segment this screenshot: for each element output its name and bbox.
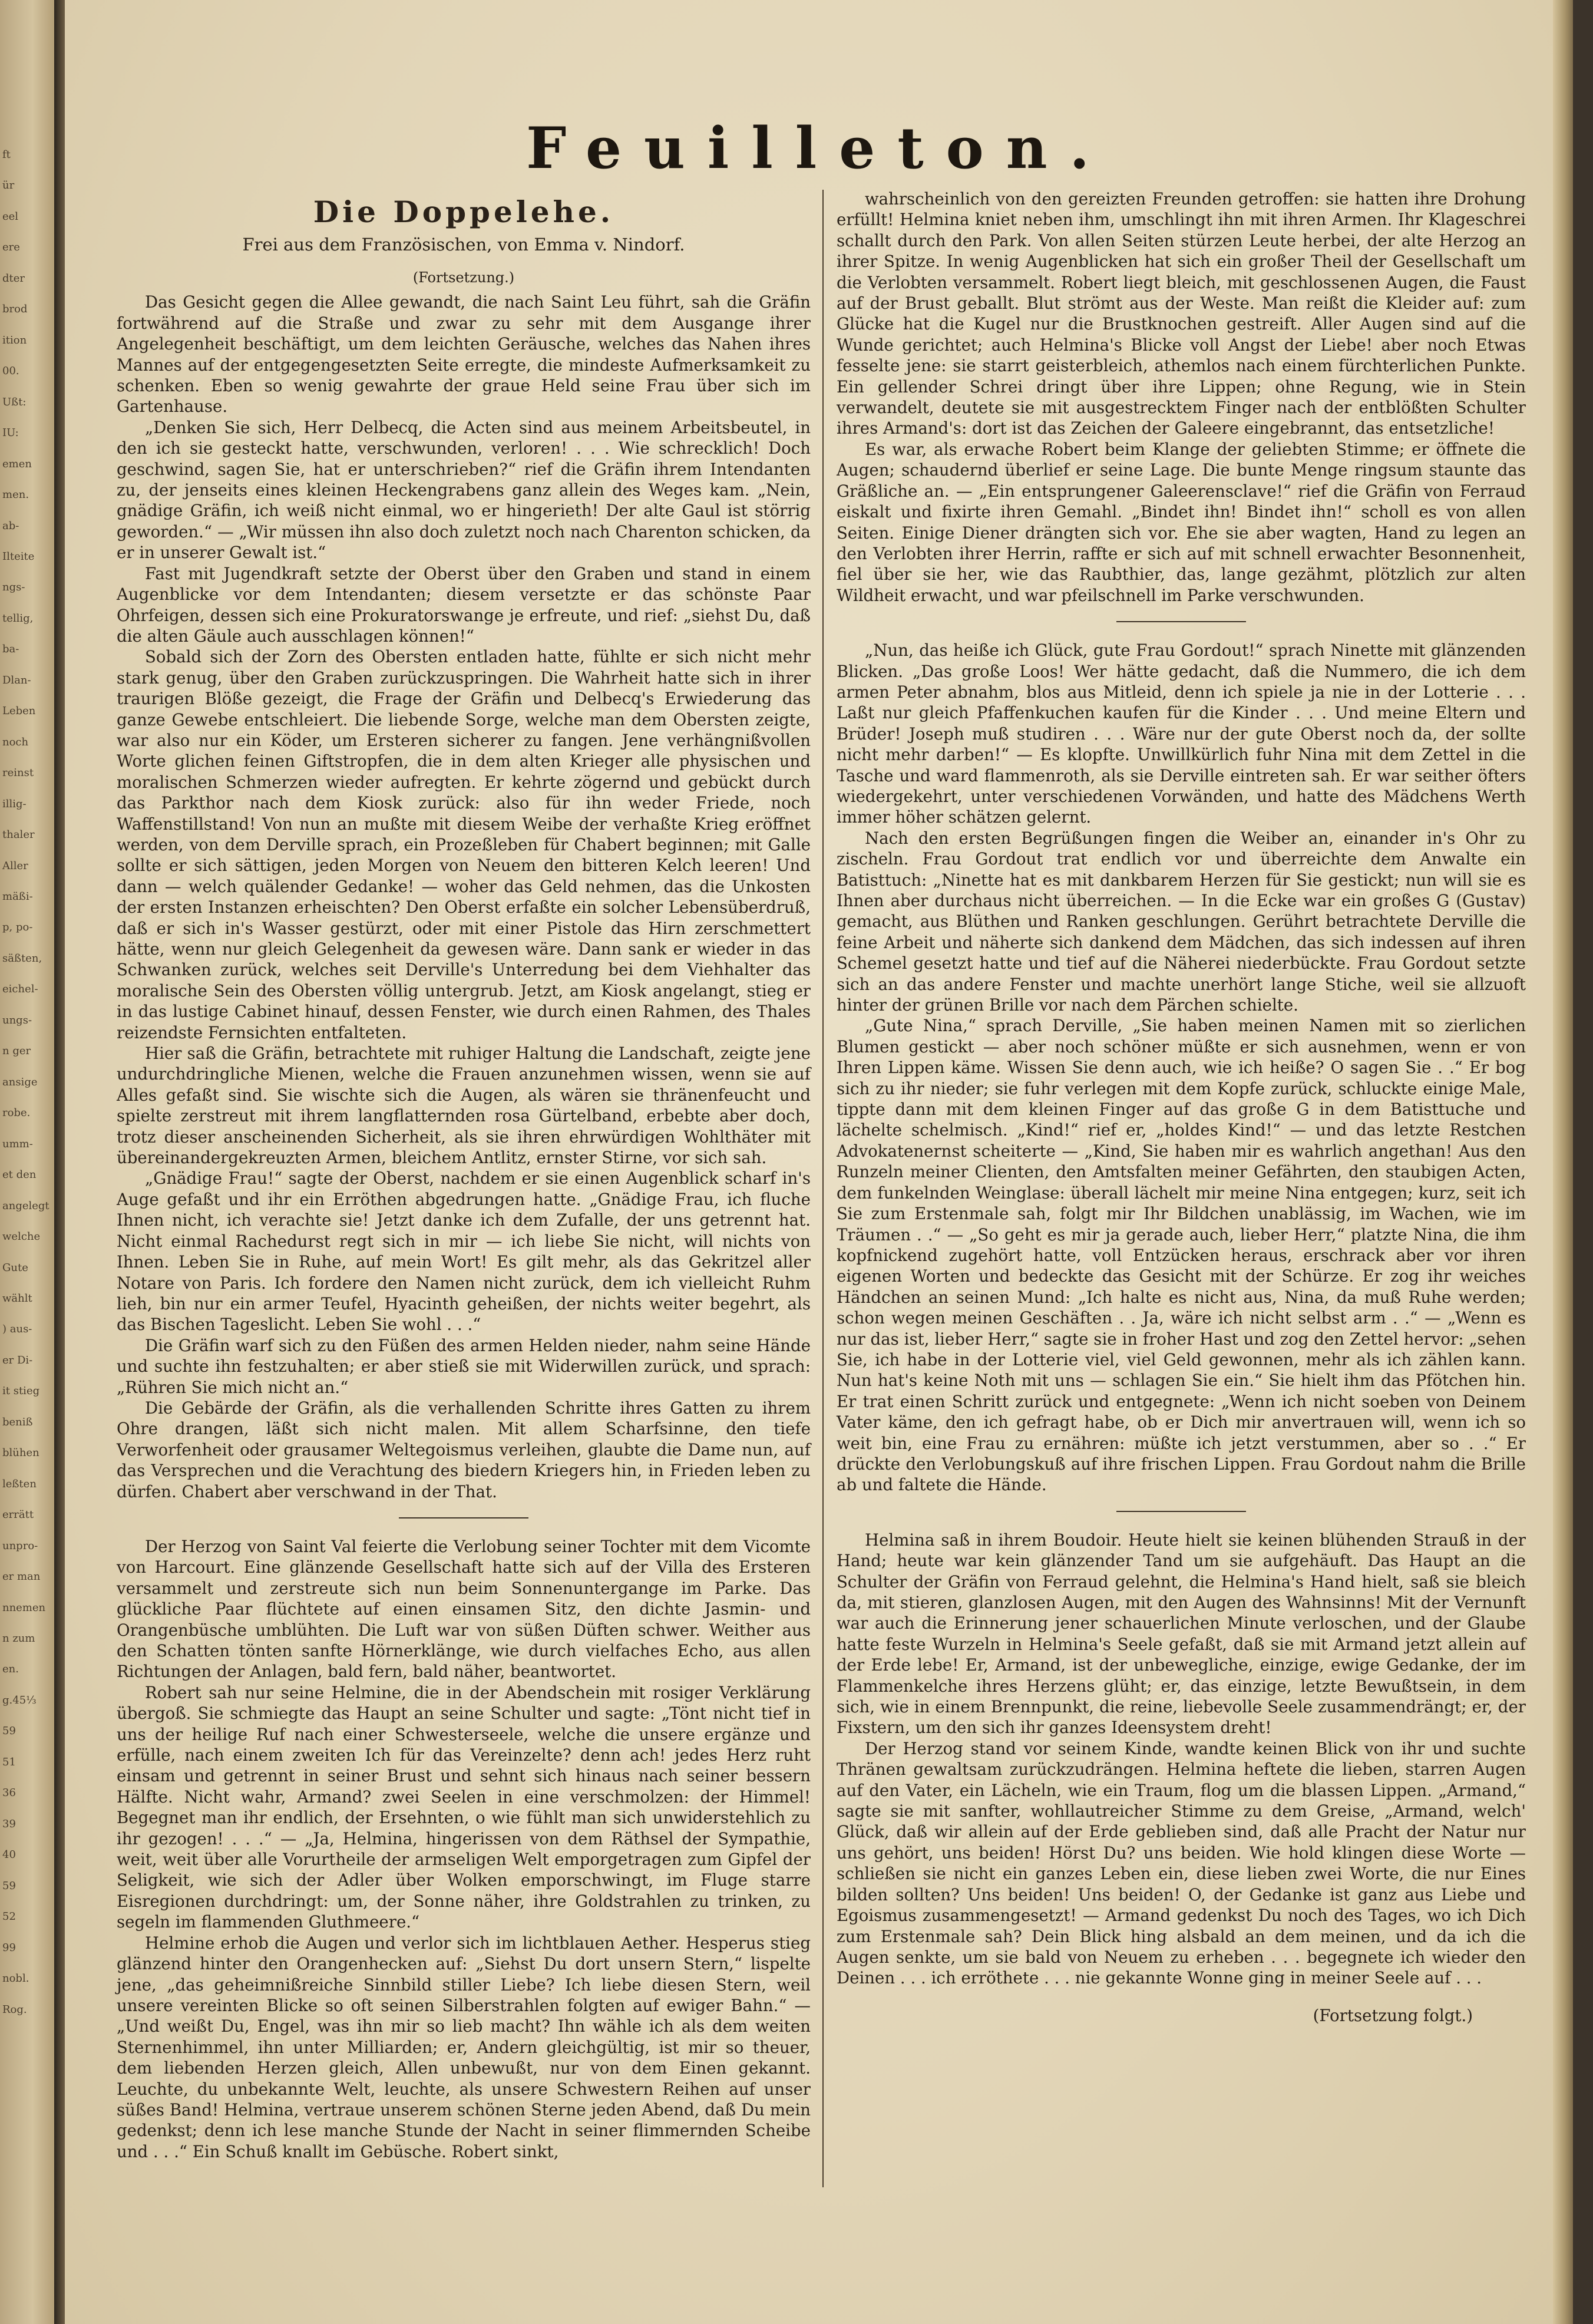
paragraph: Nach den ersten Begrüßungen fingen die Weiber an, einander in's Ohr zu zischeln. Frau Gordout trat endlich vor und überreichte dem Anwalte ein Batisttuch: „Ninette hat es mit dankbarem Herzen für Sie gestickt; nun will sie es Ihnen aber durchaus nicht überreichen. — In die Ecke war ein großes G (Gustav) gemacht, aus Blüthen und Ranken geschlungen. Gerührt betrachtete Derville die feine Arbeit und näherte sich dankend dem Mädchen, das sich indessen auf ihren Schemel gesetzt hatte und tief auf die Näherei niederbückte. Frau Gordout setzte sich an das andere Fenster und machte unerhört lange Stiche, weil sie allzuoft hinter der grünen Brille vor nach dem Pärchen schielte. (837, 828, 1526, 1015)
right-text-block-1 (837, 189, 1526, 606)
prev-page-fragment: unpro- (2, 1539, 38, 1552)
right-column (837, 189, 1526, 2026)
prev-page-fragment: n ger (2, 1045, 31, 1058)
prev-page-fragment: wählt (2, 1292, 32, 1305)
prev-page-fragment: Aller (2, 859, 28, 872)
prev-page-fragment: 59 (2, 1725, 16, 1738)
paragraph: Fast mit Jugendkraft setzte der Oberst über den Graben und stand in einem Augenblicke vor dem Intendanten; diesem versetzte er das schönste Paar Ohrfeigen, dessen sich eine Prokuratorswange je erfreute, und rief: „siehst Du, daß die alten Gäule auch ausschlagen können!“ (117, 563, 811, 646)
column-rule (822, 190, 824, 2187)
prev-page-fragment: angelegt (2, 1199, 49, 1212)
prev-page-fragment: ungs- (2, 1014, 32, 1026)
paragraph: Sobald sich der Zorn des Obersten entladen hatte, fühlte er sich nicht mehr stark genug, über den Graben zurückzuspringen. Die Wahrheit hatte sich in ihrer traurigen Blöße gezeigt, die Frage der Gräfin und Delbecq's Erwiederung das ganze Gewebe entschleiert. Die liebende Sorge, welche man dem Obersten zeigte, war also nur ein Köder, um Ersteren sicherer zu fangen. Jene verhängnißvollen Worte glichen feinen Giftstropfen, die in dem alten Krieger alle physischen und moralischen Schmerzen wieder aufregten. Er kehrte zögernd und gebückt durch das Parkthor nach dem Kiosk zurück: also für ihn weder Friede, noch Waffenstillstand! Von nun an mußte mit diesem Weibe der verhaßte Krieg eröffnet werden, von dem Derville sprach, ein Prozeßleben für Chabert beginnen; mit Galle sollte er sich sättigen, jeden Morgen von Neuem den bitteren Kelch leeren! Und dann — welch quälender Gedanke! — woher das Geld nehmen, das die Unkosten der ersten Instanzen erheischten? Den Oberst erfaßte ein solcher Lebensüberdruß, daß er sich in's Wasser gestürzt, oder mit einer Pistole das Hirn zerschmettert hätte, wenn nur gleich Gelegenheit da gewesen wäre. Dann sank er wieder in das Schwanken zurück, welches seit Derville's Unterredung bei dem Viehhalter das moralische Sein des Obersten völlig untergrub. Jetzt, am Kiosk angelangt, stieg er in das lustige Cabinet hinauf, dessen Fenster, wie durch einen Rahmen, des Thales reizendste Fernsichten entfalteten. (117, 647, 811, 1042)
prev-page-fragment: 99 (2, 1941, 16, 1954)
prev-page-fragment: p, po- (2, 921, 33, 934)
paragraph: „Gnädige Frau!“ sagte der Oberst, nachdem er sie einen Augenblick scharf in's Auge gefaßt und ihr ein Erröthen abgedrungen hatte. „Gnädige Frau, ich fluche Ihnen nicht, ich verachte sie! Jetzt danke ich dem Zufalle, der uns getrennt hat. Nicht einmal Rachedurst regt sich in mir — ich liebe Sie nicht, will nichts von Ihnen. Leben Sie in Ruhe, auf mein Wort! Es gilt mehr, als das Gekritzel aller Notare von Paris. Ich fordere den Namen nicht zurück, dem ich vielleicht Ruhm lieh, bin nur ein armer Teufel, Hyacinth geheißen, der nichts weiter begehrt, als das Bischen Tageslicht. Leben Sie wohl . . .“ (117, 1168, 811, 1335)
prev-page-fragment: blühen (2, 1447, 39, 1460)
prev-page-fragment: 39 (2, 1817, 16, 1830)
prev-page-fragment: Gute (2, 1261, 28, 1274)
section-separator (1116, 621, 1246, 622)
prev-page-fragment: g.45⅓ (2, 1694, 37, 1706)
story-subtitle: Frei aus dem Französischen, von Emma v. Nindorf. (242, 235, 685, 255)
right-text-block-3 (837, 1530, 1526, 1989)
prev-page-fragment: en. (2, 1663, 19, 1676)
paragraph: Der Herzog stand vor seinem Kinde, wandte keinen Blick von ihr und suchte Thränen gewaltsam zurückzudrängen. Helmina heftete die lieben, starren Augen auf den Vater, ein Lächeln, wie ein Traum, flog um die blassen Lippen. „Armand,“ sagte sie mit sanfter, wohllautreicher Stimme zu dem Greise, „Armand, welch' Glück, daß wir allein auf der Erde geblieben sind, daß alle Pracht der Natur nur uns gehört, uns beiden! Hörst Du? uns beiden. Wie hold klingen diese Worte — schließen sie nicht ein ganzes Leben ein, diese lieben zwei Worte, die nur Eines bilden sollten? Uns beiden! Uns beiden! O, der Gedanke ist ganz aus Liebe und Egoismus zusammengesetzt! — Armand gedenkst Du noch des Tages, wo ich Dich zum Erstenmale sah? Dein Blick hing alsbald an dem meinen, und da ich die Augen senkte, um sie bald von Neuem zu erheben . . . begegnete ich wieder den Deinen . . . ich erröthete . . . nie gekannte Wonne ging in meiner Seele auf . . . (837, 1738, 1526, 1988)
previous-page-edge (0, 0, 54, 2324)
prev-page-fragment: dter (2, 272, 25, 285)
prev-page-fragment: tellig, (2, 612, 34, 625)
prev-page-fragment: 51 (2, 1755, 16, 1768)
right-text-block-2 (837, 640, 1526, 1496)
prev-page-fragment: thaler (2, 828, 35, 841)
prev-page-fragment: eel (2, 210, 19, 223)
prev-page-fragment: 52 (2, 1910, 16, 1923)
prev-page-fragment: ba- (2, 643, 19, 656)
story-title: Die Doppelehe. (313, 194, 614, 229)
section-masthead: Feuilleton. (526, 115, 1112, 181)
paragraph: Die Gebärde der Gräfin, als die verhallenden Schritte ihres Gatten zu ihrem Ohre drangen, läßt sich nicht malen. Mit allem Scharfsinne, den tiefe Verworfenheit oder grausamer Weltegoismus verleihen, glaubte die Dame nun, auf das Versprechen und die Verachtung des biedern Kriegers hin, in Frieden leben zu dürfen. Chabert aber verschwand in der That. (117, 1398, 811, 1501)
to-be-continued-note: (Fortsetzung folgt.) (1313, 2005, 1473, 2025)
prev-page-fragment: er Di- (2, 1354, 33, 1366)
paragraph: Robert sah nur seine Helmine, die in der Abendschein mit rosiger Verklärung übergoß. Sie schmiegte das Haupt an seine Schulter und sagte: „Tönt nicht tief in uns der heilige Ruf nach einer Schwesterseele, welche die unsere ergänze und erfülle, nach einem zweiten Ich für das Vereinzelte? denn ach! jedes Herz ruht einsam und getrennt in seiner Brust und sehnt sich hinaus nach seiner bessern Hälfte. Nicht wahr, Armand? zwei Seelen in eine verschmolzen: der Himmel! Begegnet man ihr endlich, der Ersehnten, o wie fühlt man sich unwiderstehlich zu ihr gezogen! . . .“ — „Ja, Helmina, hingerissen von dem Räthsel der Sympathie, weit, weit über alle Vorurtheile der armseligen Welt emporgetragen zum Gipfel der Seligkeit, wie sich der Adler über Wolken emporschwingt, im Fluge starre Eisregionen durchdringt: um, der Sonne näher, ihre Goldstrahlen zu trinken, zu segeln im flammenden Gluthmeere.“ (117, 1682, 811, 1932)
paragraph: Hier saß die Gräfin, betrachtete mit ruhiger Haltung die Landschaft, zeigte jene undurchdringliche Mienen, welche die Frauen anzunehmen wissen, wenn sie auf Alles gefaßt sind. Sie wischte sich die Augen, als wären sie thränenfeucht und spielte zerstreut mit ihrem langflatternden rosa Gürtelband, erbebte aber doch, trotz dieser anscheinenden Sicherheit, als sie ihren ehrwürdigen Wohlthäter mit übereinandergekreuzten Armen, bleichem Antlitz, ernster Stirne, vor sich sah. (117, 1044, 811, 1168)
paragraph: wahrscheinlich von den gereizten Freunden getroffen: sie hatten ihre Drohung erfüllt! Helmina kniet neben ihm, umschlingt ihn mit ihren Armen. Ihr Klageschrei schallt durch den Park. Von allen Seiten stürzen Leute herbei, der alte Herzog an ihrer Spitze. In wenig Augenblicken hat sich ein großer Theil der Gesellschaft um die Verlobten versammelt. Robert liegt bleich, mit geschlossenen Augen, die Faust auf der Brust geballt. Blut strömt aus der Weste. Man reißt die Kleider auf: zum Glücke hat die Kugel nur die Brustknochen gestreift. Aller Augen sind auf die Wunde gerichtet; auch Helmina's Blicke voll Angst der Liebe! aber noch Etwas fesselte jene: sie starrt geisterbleich, athemlos nach einem fürchterlichen Punkte. Ein gellender Schrei dringt über ihre Lippen; ohne Regung, wie in Stein verwandelt, deutete sie mit ausgestrecktem Finger nach der entblößten Schulter ihres Armand's: dort ist das Zeichen der Galeere eingebrannt, das entsetzliche! (837, 189, 1526, 438)
prev-page-fragment: reinst (2, 767, 34, 780)
paragraph: „Gute Nina,“ sprach Derville, „Sie haben meinen Namen mit so zierlichen Blumen gestickt — aber noch schöner müßte er sich ausnehmen, wenn er von Ihren Lippen käme. Wissen Sie denn auch, wie ich heiße? O sagen Sie . .“ Er bog sich zu ihr nieder; sie fuhr verlegen mit dem Kopfe zurück, schluckte einige Male, tippte dann mit dem kleinen Finger auf das große G in dem Batisttuche und lächelte schelmisch. „Kind!“ rief er, „holdes Kind!“ — und das letzte Restchen Advokatenernst scheiterte — „Kind, Sie haben mir es wahrlich angethan! Aus den Runzeln meiner Clienten, den Amtsfalten meiner Gefährten, den staubigen Acten, dem funkelnden Weinglase: überall lächelt mir meine Nina entgegen; kurz, seit ich Sie zum Erstenmale sah, folgt mir Ihr Bildchen unablässig, im Wachen, wie im Träumen . .“ — „So geht es mir ja gerade auch, lieber Herr,“ platzte Nina, die ihm kopfnickend zugehört hatte, voll Entzücken heraus, erschrack aber vor ihren eigenen Worten und bedeckte das Gesicht mit der Schürze. Er zog ihr weiches Händchen an seinen Mund: „Ich halte es nicht aus, Nina, da muß Ruhe werden; schon wegen meinen Geschäften . . Ja, wäre ich nicht selbst arm . .“ — „Wenn es nur das ist, lieber Herr,“ sagte sie in froher Hast und zog den Zettel hervor: „sehen Sie, ich habe in der Lotterie viel, viel Geld gewonnen, mehr als ich zählen kann. Nun hat's keine Noth mit uns — schlagen Sie ein.“ Sie hielt ihm das Pfötchen hin. Er trat einen Schritt zurück und entgegnete: „Wenn ich nicht soeben von Deinem Vater käme, den ich gefragt habe, ob er Dich mir anvertrauen will, wenn ich so weit bin, eine Frau zu ernähren: müßte ich jetzt verstummen, aber so . .“ Er drückte den Verlobungskuß auf ihre frischen Lippen. Frau Gordout nahm die Brille ab und faltete die Hände. (837, 1016, 1526, 1495)
prev-page-fragment: mäßi- (2, 890, 33, 903)
prev-page-fragment: men. (2, 488, 29, 501)
prev-page-fragment: leßten (2, 1477, 37, 1490)
prev-page-fragment: nobl. (2, 1972, 29, 1985)
prev-page-fragment: robe. (2, 1107, 31, 1120)
prev-page-fragment: 40 (2, 1848, 16, 1861)
prev-page-fragment: 59 (2, 1879, 16, 1892)
newspaper-page (65, 0, 1573, 2324)
prev-page-fragment: et den (2, 1168, 37, 1181)
section-separator (399, 1517, 528, 1518)
prev-page-fragment: ere (2, 241, 20, 254)
prev-page-fragment: ngs- (2, 581, 25, 594)
prev-page-fragment: illig- (2, 797, 27, 810)
section-separator (1116, 1511, 1246, 1512)
prev-page-fragment: brod (2, 303, 28, 316)
prev-page-fragment: Ilteite (2, 550, 35, 563)
paragraph: Es war, als erwache Robert beim Klange der geliebten Stimme; er öffnete die Augen; schaudernd überlief er seine Lage. Die bunte Menge ringsum staunte das Gräßliche an. — „Ein entsprungener Galeerensclave!“ rief die Gräfin von Ferraud eiskalt und fixirte ihren Gemahl. „Bindet ihn! Bindet ihn!“ scholl es von allen Seiten. Einige Diener drängten sich vor. Ehe sie aber wagten, Hand zu legen an den Verlobten ihrer Herrin, raffte er sich auf mit schnell erwachter Besonnenheit, fiel über sie her, wie das Raubthier, das, lange gezähmt, plötzlich zur alten Wildheit erwacht, und war pfeilschnell im Parke verschwunden. (837, 439, 1526, 605)
prev-page-fragment: ab- (2, 519, 19, 532)
prev-page-fragment: ür (2, 179, 15, 192)
prev-page-fragment: Leben (2, 705, 36, 718)
prev-page-fragment: 36 (2, 1787, 16, 1800)
prev-page-fragment: Rog. (2, 2003, 27, 2016)
prev-page-fragment: 00. (2, 365, 19, 378)
prev-page-fragment: errätt (2, 1508, 34, 1521)
prev-page-fragment: beniß (2, 1415, 33, 1428)
prev-page-fragment: ition (2, 334, 27, 346)
left-text-block-1 (117, 292, 811, 1502)
prev-page-fragment: ft (2, 148, 11, 161)
prev-page-fragment: umm- (2, 1137, 33, 1150)
prev-page-fragment: IU: (2, 427, 19, 440)
prev-page-fragment: er man (2, 1570, 41, 1583)
paragraph: Helmina saß in ihrem Boudoir. Heute hielt sie keinen blühenden Strauß in der Hand; heute war kein glänzender Tand um sie aufgehäuft. Das Haupt an die Schulter der Gräfin von Ferraud gelehnt, die Helmina's Hand hielt, saß sie bleich da, mit stieren, glanzlosen Augen, mit den Augen des Wahnsinns! Mit der Vernunft war auch die Erinnerung jener schauerlichen Minute verloschen, und der Glaube hatte feste Wurzeln in Helmina's Seele gefaßt, daß sie mit Armand jetzt allein auf der Erde lebe! Er, Armand, ist der unbewegliche, einzige, ewige Gedanke, der im Flammenkelche ihres Herzens glüht; er, das einzige, letzte Bewußtsein, in dem sich, wie in einem Brennpunkt, die reine, liebevolle Seele zusammendrängt; er, der Fixstern, um den sich ihr ganzes Ideensystem dreht! (837, 1530, 1526, 1738)
left-column (117, 189, 811, 2162)
page-edge (1553, 0, 1573, 2324)
paragraph: Der Herzog von Saint Val feierte die Verlobung seiner Tochter mit dem Vicomte von Harcourt. Eine glänzende Gesellschaft hatte sich auf der Villa des Ersteren versammelt und zerstreute sich nun beim Sonnenuntergange im Parke. Das glückliche Paar flüchtete auf einen einsamen Sitz, den dichte Jasmin- und Orangenbüsche umblühten. Die Luft war von süßen Düften schwer. Weither aus den Schatten tönten sanfte Hörnerklänge, wie durch vielfaches Echo, aus allen Richtungen der Anlagen, bald fern, bald näher, beantwortet. (117, 1536, 811, 1682)
prev-page-fragment: nnemen (2, 1601, 46, 1614)
paragraph: Das Gesicht gegen die Allee gewandt, die nach Saint Leu führt, sah die Gräfin fortwährend auf die Straße und zwar zu sehr mit dem Ausgange ihrer Angelegenheit beschäftigt, um dem leichten Geräusche, welches das Nahen ihres Mannes auf der entgegengesetzten Seite erregte, die mindeste Aufmerksamkeit zu schenken. Eben so wenig gewahrte der graue Held seine Frau über sich im Gartenhause. (117, 292, 811, 417)
prev-page-fragment: emen (2, 457, 32, 470)
paragraph: Die Gräfin warf sich zu den Füßen des armen Helden nieder, nahm seine Hände und suchte ihn festzuhalten; er aber stieß sie mit Widerwillen zurück, und sprach: „Rühren Sie mich nicht an.“ (117, 1335, 811, 1397)
prev-page-fragment: it stieg (2, 1385, 40, 1398)
prev-page-fragment: noch (2, 735, 29, 748)
continuation-note: (Fortsetzung.) (412, 269, 515, 286)
prev-page-fragment: Ußt: (2, 395, 27, 408)
prev-page-fragment: n zum (2, 1632, 35, 1645)
prev-page-fragment: ) aus- (2, 1323, 32, 1336)
paragraph: „Nun, das heiße ich Glück, gute Frau Gordout!“ sprach Ninette mit glänzenden Blicken. „Das große Loos! Wer hätte gedacht, daß die Nummero, die ich dem armen Peter abnahm, blos aus Mitleid, denn ich spiele ja nie in der Lotterie . . . Laßt nur gleich Pfaffenkuchen kaufen für die Kinder . . . Und meine Eltern und Brüder! Joseph muß studiren . . . Wäre nur der gute Oberst noch da, der sollte nicht mehr darben!“ — Es klopfte. Unwillkürlich fuhr Nina mit dem Zettel in die Tasche und ward flammenroth, als sie Derville eintreten sah. Er war seither öfters wiedergekehrt, unter verschiedenen Vorwänden, und hatte des Mädchens Werth immer höher schätzen gelernt. (837, 641, 1526, 827)
prev-page-fragment: säßten, (2, 952, 42, 965)
prev-page-fragment: Dlan- (2, 674, 31, 686)
prev-page-fragment: eichel- (2, 983, 38, 996)
book-gutter (54, 0, 65, 2324)
prev-page-fragment: ansige (2, 1075, 38, 1088)
prev-page-fragment: welche (2, 1230, 41, 1243)
paragraph: „Denken Sie sich, Herr Delbecq, die Acten sind aus meinem Arbeitsbeutel, in den ich sie gesteckt hatte, verschwunden, verloren! . . . Wie schrecklich! Doch geschwind, sagen Sie, hat er unterschrieben?“ rief die Gräfin ihrem Intendanten zu, der jenseits eines kleinen Heckengrabens ganz allein des Weges kam. „Nein, gnädige Gräfin, ich weiß nicht einmal, wo er hingerieth! Der alte Gaul ist störrig geworden.“ — „Wir müssen ihn also doch zuletzt noch nach Charenton schicken, da er in unserer Gewalt ist.“ (117, 417, 811, 563)
paragraph: Helmine erhob die Augen und verlor sich im lichtblauen Aether. Hesperus stieg glänzend hinter den Orangenhecken auf: „Siehst Du dort unsern Stern,“ lispelte jene, „das geheimnißreiche Sinnbild stiller Liebe? Ich liebe diesen Stern, weil unsere vereinten Blicke so oft seinen Silberstrahlen folgten auf ewiger Bahn.“ — „Und weißt Du, Engel, was ihn mir so lieb macht? Ihn wähle ich als dem weiten Sternenhimmel, ihn unter Milliarden; er, Andern gleichgültig, ist mir so theuer, dem liebenden Herzen gleich, Allen unbewußt, nur von dem Einen gekannt. Leuchte, du unbekannte Welt, leuchte, als unsere Schwestern Reihen auf unser süßes Band! Helmina, vertraue unserem schönen Sterne jeden Abend, daß Du mein gedenkst; denn ich lese manche Stunde der Nacht in seiner flimmernden Scheibe und . . .“ Ein Schuß knallt im Gebüsche. Robert sinkt, (117, 1933, 811, 2161)
left-text-block-2 (117, 1536, 811, 2162)
